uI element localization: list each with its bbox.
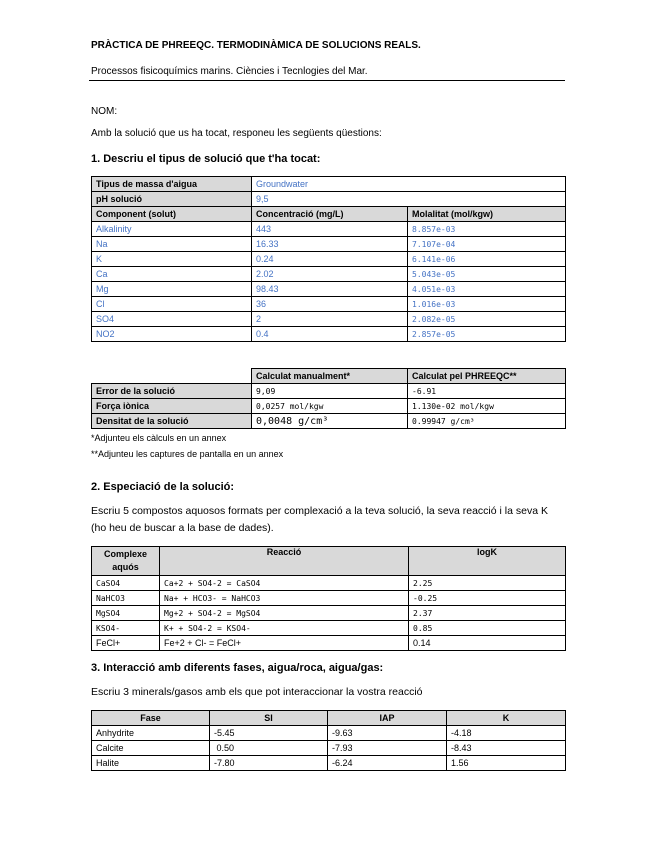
table-row xyxy=(92,756,566,771)
intro-text: Amb la solució que us ha tocat, responeu les següents qüestions: xyxy=(91,128,382,139)
si-cell: -5.45 xyxy=(210,726,328,741)
column-header: Component (solut) xyxy=(92,207,252,222)
column-header: K xyxy=(447,711,566,726)
column-header: Calculat manualment* xyxy=(252,369,408,384)
note-screenshots: **Adjunteu les captures de pantalla en un annex xyxy=(91,449,284,459)
table-row xyxy=(92,327,566,342)
table-row xyxy=(92,621,566,636)
speciation-table xyxy=(91,546,566,651)
table-row xyxy=(92,726,566,741)
component-cell: NO2 xyxy=(92,327,252,342)
table-row xyxy=(92,399,566,414)
k-cell: 1.56 xyxy=(447,756,566,771)
nom-label: NOM: xyxy=(91,106,118,117)
table-row xyxy=(92,591,566,606)
molality-cell: 2.082e-05 xyxy=(408,312,566,327)
table-row xyxy=(92,252,566,267)
phreeqc-value: 0.99947 g/cm³ xyxy=(408,414,566,429)
reaction-cell: Fe+2 + Cl- = FeCl+ xyxy=(160,636,409,651)
logk-cell: -0.25 xyxy=(409,591,566,606)
reaction-cell: Mg+2 + SO4-2 = MgSO4 xyxy=(160,606,409,621)
iap-cell: -6.24 xyxy=(328,756,447,771)
component-cell: Cl xyxy=(92,297,252,312)
column-header: Calculat pel PHREEQC** xyxy=(408,369,566,384)
table-row xyxy=(92,384,566,399)
reaction-cell: Na+ + HCO3- = NaHCO3 xyxy=(160,591,409,606)
complex-cell: NaHCO3 xyxy=(92,591,160,606)
molality-cell: 8.857e-03 xyxy=(408,222,566,237)
empty-header-cell xyxy=(92,369,252,384)
table-row xyxy=(92,636,566,651)
component-cell: K xyxy=(92,252,252,267)
molality-cell: 1.016e-03 xyxy=(408,297,566,312)
k-cell: -4.18 xyxy=(447,726,566,741)
section3-title: 3. Interacció amb diferents fases, aigua/roca, aigua/gas: xyxy=(91,662,384,674)
manual-value: 0,0048 g/cm³ xyxy=(252,414,408,429)
reaction-cell: K+ + SO4-2 = KSO4- xyxy=(160,621,409,636)
table-row xyxy=(92,576,566,591)
water-type-value: Groundwater xyxy=(252,177,566,192)
molality-cell: 6.141e-06 xyxy=(408,252,566,267)
column-header: Fase xyxy=(92,711,210,726)
complex-cell: MgSO4 xyxy=(92,606,160,621)
si-cell: 0.50 xyxy=(210,741,328,756)
phase-cell: Calcite xyxy=(92,741,210,756)
column-header: Complexe aquós xyxy=(92,547,160,576)
logk-cell: 2.25 xyxy=(409,576,566,591)
ph-value: 9,5 xyxy=(252,192,566,207)
section2-paragraph: Escriu 5 compostos aquosos formats per complexació a la teva solució, la seva reacció i la seva K (ho heu de buscar a la base de dades). xyxy=(91,505,548,534)
concentration-cell: 2 xyxy=(252,312,408,327)
table-row xyxy=(92,741,566,756)
table-row xyxy=(92,606,566,621)
component-cell: Ca xyxy=(92,267,252,282)
solution-table xyxy=(91,176,566,342)
section3-paragraph: Escriu 3 minerals/gasos amb els que pot interaccionar la vostra reacció xyxy=(91,686,423,698)
column-header: Molalitat (mol/kgw) xyxy=(408,207,566,222)
column-header: SI xyxy=(210,711,328,726)
complex-cell: KSO4- xyxy=(92,621,160,636)
table-row xyxy=(92,282,566,297)
molality-cell: 5.043e-05 xyxy=(408,267,566,282)
column-header: logK xyxy=(409,547,566,576)
complex-cell: CaSO4 xyxy=(92,576,160,591)
column-header: Concentració (mg/L) xyxy=(252,207,408,222)
note-calculations: *Adjunteu els càlculs en un annex xyxy=(91,433,227,443)
row-label: Error de la solució xyxy=(92,384,252,399)
molality-cell: 4.051e-03 xyxy=(408,282,566,297)
table-row xyxy=(92,414,566,429)
component-cell: SO4 xyxy=(92,312,252,327)
table-row xyxy=(92,267,566,282)
iap-cell: -7.93 xyxy=(328,741,447,756)
component-cell: Mg xyxy=(92,282,252,297)
phase-cell: Anhydrite xyxy=(92,726,210,741)
phases-table xyxy=(91,710,566,771)
column-header: IAP xyxy=(328,711,447,726)
header-divider xyxy=(89,80,565,81)
table-row xyxy=(92,222,566,237)
document-subtitle: Processos fisicoquímics marins. Ciències i Tecnlogies del Mar. xyxy=(91,66,368,77)
phase-cell: Halite xyxy=(92,756,210,771)
table-row xyxy=(92,297,566,312)
si-cell: -7.80 xyxy=(210,756,328,771)
molality-cell: 2.857e-05 xyxy=(408,327,566,342)
row-label: Densitat de la solució xyxy=(92,414,252,429)
phreeqc-value: 1.130e-02 mol/kgw xyxy=(408,399,566,414)
reaction-cell: Ca+2 + SO4-2 = CaSO4 xyxy=(160,576,409,591)
component-cell: Na xyxy=(92,237,252,252)
table-row xyxy=(92,237,566,252)
section1-title: 1. Descriu el tipus de solució que t'ha tocat: xyxy=(91,153,321,165)
calculation-table xyxy=(91,368,566,429)
logk-cell: 2.37 xyxy=(409,606,566,621)
manual-value: 0,0257 mol/kgw xyxy=(252,399,408,414)
concentration-cell: 443 xyxy=(252,222,408,237)
concentration-cell: 98.43 xyxy=(252,282,408,297)
concentration-cell: 16.33 xyxy=(252,237,408,252)
concentration-cell: 0.24 xyxy=(252,252,408,267)
component-cell: Alkalinity xyxy=(92,222,252,237)
concentration-cell: 36 xyxy=(252,297,408,312)
molality-cell: 7.107e-04 xyxy=(408,237,566,252)
table-row xyxy=(92,312,566,327)
phreeqc-value: -6.91 xyxy=(408,384,566,399)
logk-cell: 0.85 xyxy=(409,621,566,636)
concentration-cell: 0.4 xyxy=(252,327,408,342)
water-type-label: Tipus de massa d'aigua xyxy=(92,177,252,192)
document-title: PRÀCTICA DE PHREEQC. TERMODINÀMICA DE SOLUCIONS REALS. xyxy=(91,40,421,51)
complex-cell: FeCl+ xyxy=(92,636,160,651)
concentration-cell: 2.02 xyxy=(252,267,408,282)
logk-cell: 0.14 xyxy=(409,636,566,651)
iap-cell: -9.63 xyxy=(328,726,447,741)
column-header: Reacció xyxy=(160,547,409,576)
section2-title: 2. Especiació de la solució: xyxy=(91,481,235,493)
ph-label: pH solució xyxy=(92,192,252,207)
manual-value: 9,09 xyxy=(252,384,408,399)
row-label: Força iònica xyxy=(92,399,252,414)
k-cell: -8.43 xyxy=(447,741,566,756)
